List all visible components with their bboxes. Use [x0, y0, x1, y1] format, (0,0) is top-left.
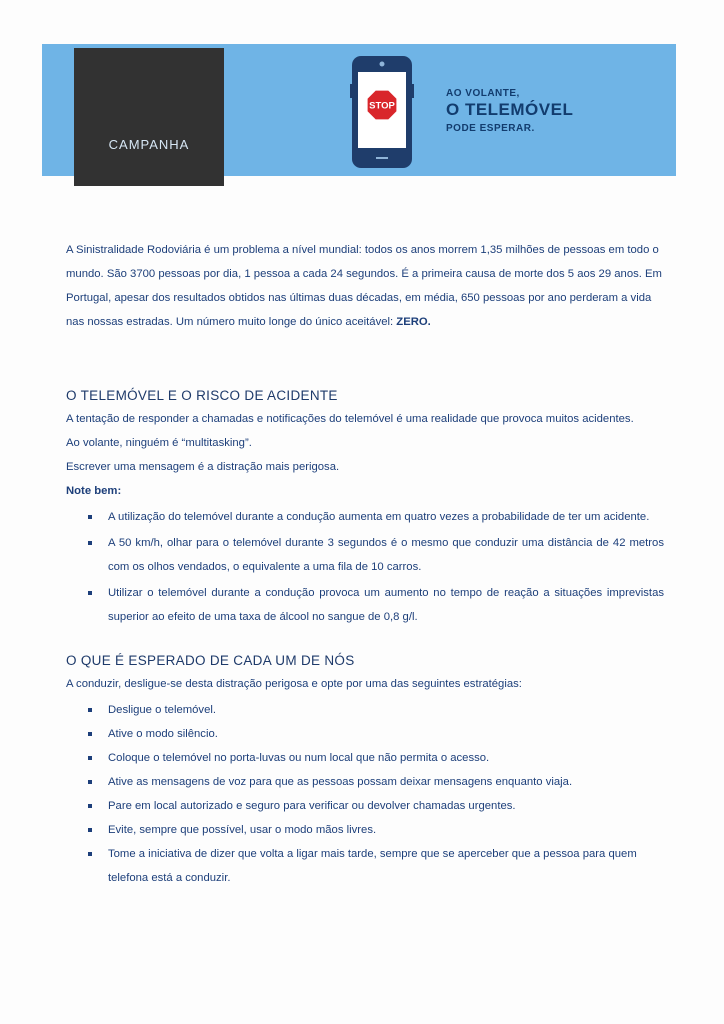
list-item: Ative as mensagens de voz para que as pessoas possam deixar mensagens enquanto viaja.: [66, 770, 664, 794]
section2-intro: A conduzir, desligue-se desta distração perigosa e opte por uma das seguintes estratégias:: [66, 678, 522, 690]
document-body: [66, 238, 664, 890]
intro-text: A Sinistralidade Rodoviária é um problema a nível mundial: todos os anos morrem 1,35 milhões de pessoas em todo o mundo. São 3700 pessoas por dia, 1 pessoa a cada 24 segundos. É a primeira causa de morte dos 5 aos 29 anos. Em Portugal, apesar dos resultados obtidos nas últimas duas décadas, em média, 650 pessoas por ano perderam a vida nas nossas estradas. Um número muito longe do único aceitável:: [66, 244, 662, 328]
section1-bullet-list: [66, 505, 664, 629]
intro-paragraph: [66, 238, 664, 334]
phone-stop-icon: [350, 54, 414, 170]
section1-para3: Escrever uma mensagem é a distração mais perigosa.: [66, 461, 340, 473]
section2-bullet-list: [66, 698, 664, 890]
intro-emphasis: ZERO.: [396, 316, 431, 328]
list-item: Desligue o telemóvel.: [66, 698, 664, 722]
list-item: Coloque o telemóvel no porta-luvas ou num local que não permita o acesso.: [66, 746, 664, 770]
campaign-label-box: [74, 48, 224, 186]
slogan-line1: AO VOLANTE,: [446, 88, 520, 99]
list-item: A utilização do telemóvel durante a condução aumenta em quatro vezes a probabilidade de ter um acidente.: [66, 505, 664, 529]
section2-title: O QUE É ESPERADO DE CADA UM DE NÓS: [66, 653, 355, 668]
list-item: Ative o modo silêncio.: [66, 722, 664, 746]
note-label: Note bem:: [66, 485, 122, 497]
list-item: A 50 km/h, olhar para o telemóvel durante 3 segundos é o mesmo que conduzir uma distância de 42 metros com os olhos vendados, o equivalente a uma fila de 10 carros.: [66, 531, 664, 579]
list-item: Utilizar o telemóvel durante a condução provoca um aumento no tempo de reação a situações imprevistas superior ao efeito de uma taxa de álcool no sangue de 0,8 g/l.: [66, 581, 664, 629]
list-item: Tome a iniciativa de dizer que volta a ligar mais tarde, sempre que se aperceber que a pessoa para quem telefona está a conduzir.: [66, 842, 664, 890]
stop-sign-text: STOP: [369, 100, 395, 112]
slogan-line2: O TELEMÓVEL: [446, 100, 574, 119]
section1-para1: A tentação de responder a chamadas e notificações do telemóvel é uma realidade que provoca muitos acidentes.: [66, 413, 634, 425]
list-item: Pare em local autorizado e seguro para verificar ou devolver chamadas urgentes.: [66, 794, 664, 818]
section1-para2: Ao volante, ninguém é “multitasking”.: [66, 437, 252, 449]
slogan-line3: PODE ESPERAR.: [446, 123, 535, 134]
list-item: Evite, sempre que possível, usar o modo mãos livres.: [66, 818, 664, 842]
campaign-label: CAMPANHA: [108, 137, 190, 152]
section1-title: O TELEMÓVEL E O RISCO DE ACIDENTE: [66, 388, 338, 403]
campaign-slogan: [446, 88, 573, 134]
